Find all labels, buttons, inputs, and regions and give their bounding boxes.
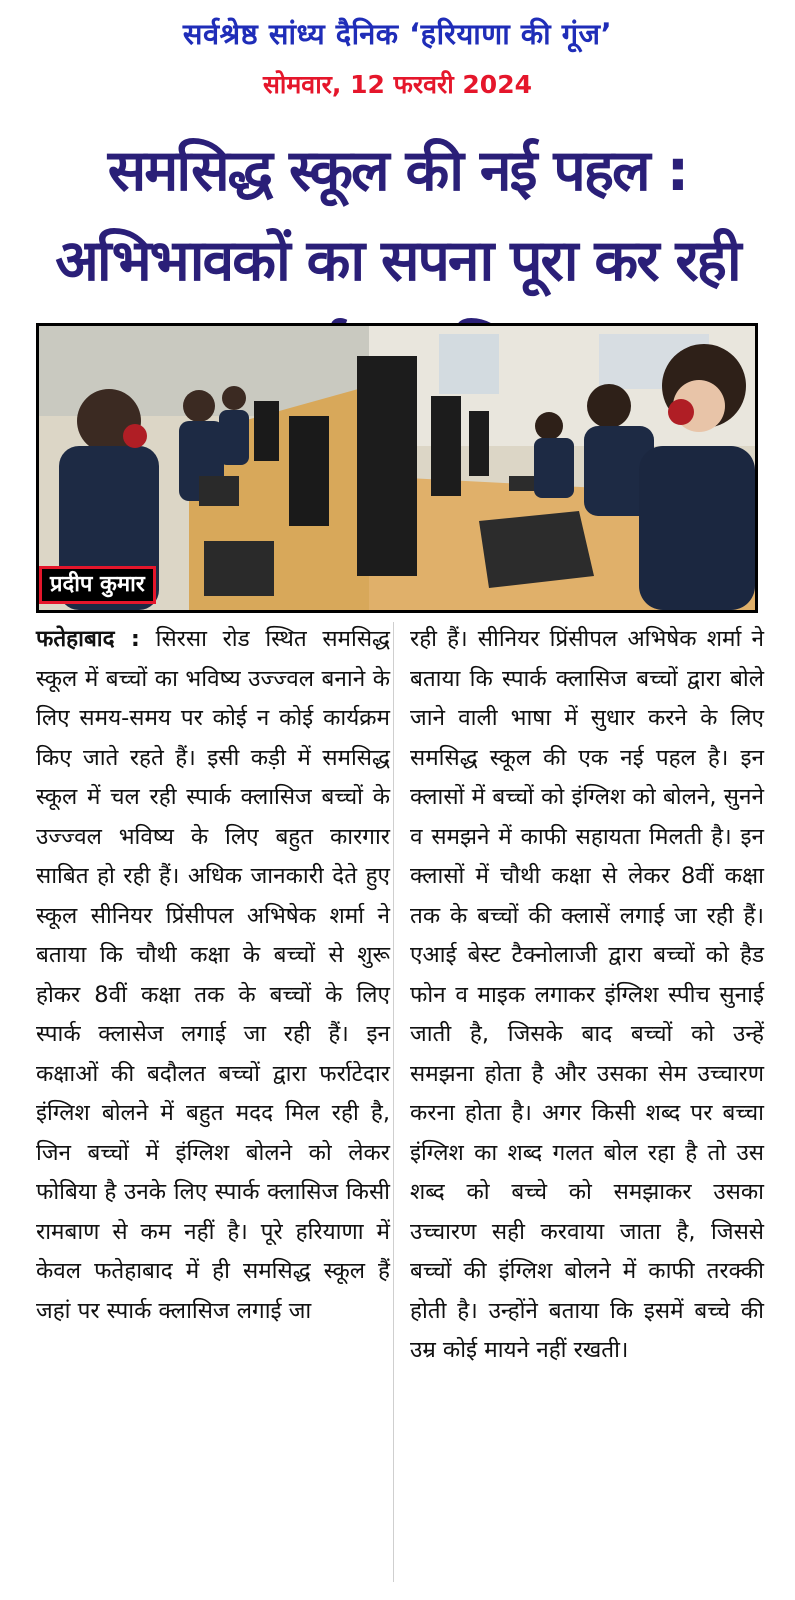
news-photo (36, 323, 758, 613)
dateline: सोमवार, 12 फरवरी 2024 (262, 70, 532, 99)
article-text-left: सिरसा रोड स्थित समसिद्ध स्कूल में बच्चों का भविष्य उज्ज्वल बनाने के लिए समय-समय पर कोई न कोई कार्यक्रम किए जाते रहते हैं। इसी कड़ी में समसिद्ध स्कूल में चल रही स्पार्क क्लासिज बच्चों के उज्ज्वल भविष्य के लिए बहुत कारगार साबित हो रही हैं। अधिक जानकारी देते हुए स्कूल सीनियर प्रिंसीपल अभिषेक शर्मा ने बताया कि चौथी कक्षा के बच्चों से शुरू होकर 8वीं कक्षा तक के बच्चों के लिए स्पार्क क्लासेज लगाई जा रही हैं। इन कक्षाओं की बदौलत बच्चों द्वारा फर्राटेदार इंग्लिश बोलने में बहुत मदद मिल रही है, जिन बच्चों में इंग्लिश बोलने को लेकर फोबिया है उनके लिए स्पार्क क्लासिज किसी रामबाण से कम नहीं है। पूरे हरियाणा में केवल फतेहाबाद में ही समसिद्ध स्कूल हैं जहां पर स्पार्क क्लासिज लगाई जा (36, 626, 391, 1324)
photo-caption: प्रदीप कुमार (39, 566, 156, 604)
masthead: सर्वश्रेष्ठ सांध्य दैनिक ‘हरियाणा की गूंज’ (182, 17, 613, 51)
article-text-right: रही हैं। सीनियर प्रिंसीपल अभिषेक शर्मा ने बताया कि स्पार्क क्लासिज बच्चों द्वारा बोले जाने वाली भाषा में सुधार करने के लिए समसिद्ध स्कूल की एक नई पहल है। इन क्लासों में बच्चों को इंग्लिश को बोलने, सुनने व समझने में काफी सहायता मिलती है। इन क्लासों में चौथी कक्षा से लेकर 8वीं कक्षा तक के बच्चों की क्लासें लगाई जा रही हैं। एआई बेस्ट टैक्नोलाजी द्वारा बच्चों को हैड फोन व माइक लगाकर इंग्लिश स्पीच सुनाई जाती है, जिसके बाद बच्चों को उन्हें समझना होता है और उसका सेम उच्चारण करना होता है। अगर किसी शब्द पर बच्चा इंग्लिश का शब्द गलत बोल रहा है तो उस शब्द को बच्चे को समझाकर उसका उच्चारण सही करवाया जाता है, जिससे बच्चों की इंग्लिश बोलने में काफी तरक्की होती है। उन्होंने बताया कि इसमें बच्चे की उम्र कोई मायने नहीं रखती। (410, 626, 764, 1363)
placeline: फतेहाबाद : (36, 626, 140, 652)
article-column-right (410, 620, 764, 1371)
headline: समसिद्ध स्कूल की नई पहल : अभिभावकों का सपना पूरा कर रही (55, 138, 740, 294)
column-divider (393, 622, 394, 1582)
article-column-left (36, 620, 390, 1331)
